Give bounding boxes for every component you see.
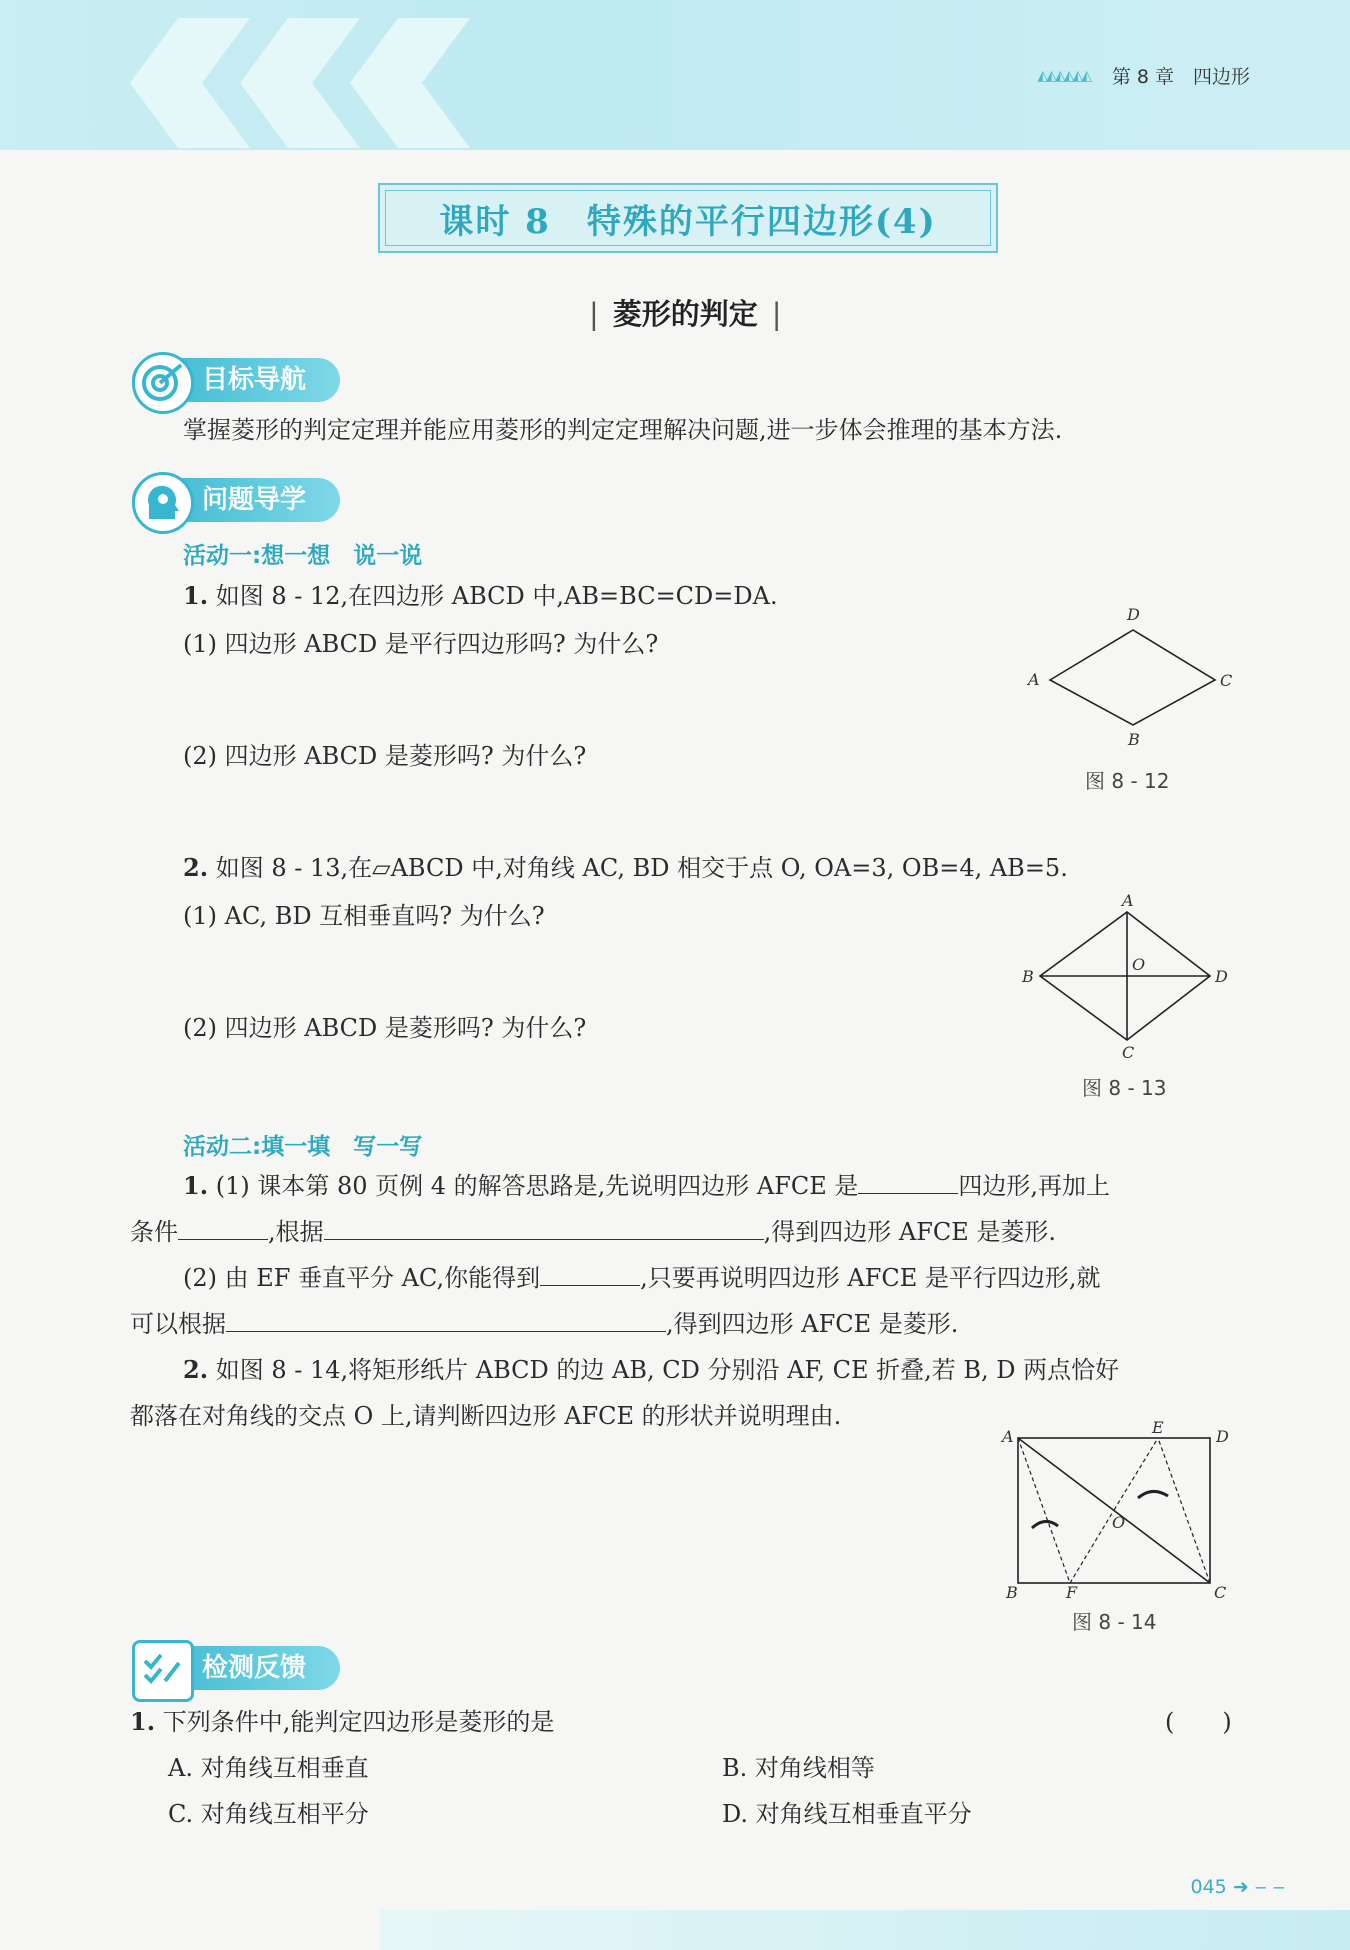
subtitle-text: 菱形的判定	[612, 297, 758, 331]
answer-blank[interactable]	[226, 1309, 666, 1332]
answer-paren[interactable]: ( )	[1165, 1708, 1232, 1736]
answer-blank[interactable]	[858, 1171, 958, 1194]
activity1-title: 活动一:想一想 说一说	[183, 543, 423, 569]
text-segment: 可以根据	[130, 1310, 226, 1338]
q-text: 如图 8 - 14,将矩形纸片 ABCD 的边 AB, CD 分别沿 AF, CE 折叠,若 B, D 两点恰好	[215, 1356, 1120, 1384]
goal-label: 目标导航	[202, 365, 307, 395]
a1-q1-sub1: (1) 四边形 ABCD 是平行四边形吗? 为什么?	[183, 630, 659, 658]
a1-q2-sub2: (2) 四边形 ABCD 是菱形吗? 为什么?	[183, 1014, 587, 1042]
chevron-decoration	[240, 18, 360, 148]
label-D: D	[1216, 1427, 1229, 1446]
target-icon	[132, 352, 194, 414]
label-B: B	[1006, 1583, 1018, 1600]
text-segment: ,只要再说明四边形 AFCE 是平行四边形,就	[640, 1264, 1101, 1292]
q-num: 1.	[130, 1707, 156, 1736]
label-C: C	[1220, 671, 1233, 690]
q-num: 1.	[183, 1171, 209, 1200]
goal-text: 掌握菱形的判定定理并能应用菱形的判定定理解决问题,进一步体会推理的基本方法.	[183, 416, 1063, 444]
answer-blank[interactable]	[178, 1217, 268, 1240]
label-O: O	[1112, 1513, 1126, 1532]
q-text: 如图 8 - 13,在▱ABCD 中,对角线 AC, BD 相交于点 O, OA=3, OB=4, AB=5.	[215, 854, 1068, 882]
fold-arrow-icon	[1032, 1521, 1058, 1528]
footer-band	[380, 1910, 1350, 1950]
label-A: A	[1002, 1427, 1014, 1446]
q-text: 如图 8 - 12,在四边形 ABCD 中,AB=BC=CD=DA.	[215, 582, 778, 610]
a1-q2-sub1: (1) AC, BD 互相垂直吗? 为什么?	[183, 902, 545, 930]
label-D: D	[1127, 605, 1140, 624]
guide-badge	[132, 478, 340, 522]
label-O: O	[1132, 955, 1146, 974]
label-C: C	[1122, 1043, 1135, 1062]
arrow-right-icon: ➜ ‒ ‒	[1232, 1876, 1285, 1898]
checklist-icon	[132, 1640, 194, 1702]
a2-q1-line4	[130, 1308, 958, 1340]
fold-line-af	[1018, 1438, 1070, 1583]
page-number	[1191, 1876, 1286, 1898]
chapter-label: 第 8 章 四边形	[1111, 66, 1250, 88]
feedback-q1	[130, 1706, 554, 1738]
page-number-text: 045	[1190, 1876, 1227, 1898]
text-segment: (1) 课本第 80 页例 4 的解答思路是,先说明四边形 AFCE 是	[215, 1172, 859, 1200]
figure-8-12	[1020, 600, 1240, 760]
check-label: 检测反馈	[202, 1653, 307, 1683]
a2-q2-line1	[183, 1354, 1119, 1386]
a1-q1-sub2: (2) 四边形 ABCD 是菱形吗? 为什么?	[183, 742, 587, 770]
option-b[interactable]: B. 对角线相等	[722, 1754, 875, 1782]
chevron-decoration	[130, 18, 250, 148]
chevron-decoration	[350, 18, 470, 148]
label-F: F	[1066, 1583, 1078, 1600]
text-segment: ,根据	[268, 1218, 324, 1246]
a2-q1-line1	[183, 1170, 1110, 1202]
figure-8-13	[1010, 890, 1250, 1070]
answer-blank[interactable]	[540, 1263, 640, 1286]
q-num: 2.	[183, 853, 209, 882]
q-text: 下列条件中,能判定四边形是菱形的是	[162, 1708, 555, 1736]
fold-line-fo	[1070, 1510, 1114, 1583]
label-C: C	[1214, 1583, 1227, 1600]
guide-label: 问题导学	[202, 485, 307, 515]
mountain-marks: ◭◭◭◭◭◭	[1037, 68, 1090, 84]
caption-8-14: 图 8 - 14	[1072, 1610, 1157, 1634]
label-E: E	[1152, 1420, 1164, 1437]
lesson-title: 课时 8 特殊的平行四边形(4)	[385, 190, 991, 246]
text-segment: 四边形,再加上	[958, 1172, 1111, 1200]
text-segment: ,得到四边形 AFCE 是菱形.	[763, 1218, 1057, 1246]
lesson-title-box	[378, 183, 998, 253]
a2-q1-line3	[183, 1262, 1101, 1294]
caption-8-13: 图 8 - 13	[1082, 1076, 1167, 1100]
goal-badge	[132, 358, 340, 402]
figure-8-14	[1000, 1420, 1250, 1600]
label-D: D	[1215, 967, 1228, 986]
activity2-title: 活动二:填一填 写一写	[183, 1134, 423, 1160]
label-A: A	[1122, 891, 1134, 910]
section-subtitle	[575, 292, 796, 333]
a2-q2-line2: 都落在对角线的交点 O 上,请判断四边形 AFCE 的形状并说明理由.	[130, 1402, 842, 1430]
a1-q2	[183, 852, 1068, 884]
text-segment: ,得到四边形 AFCE 是菱形.	[666, 1310, 959, 1338]
option-c[interactable]: C. 对角线互相平分	[168, 1800, 369, 1828]
a1-q1	[183, 580, 778, 612]
a2-q1-line2	[130, 1216, 1056, 1248]
label-A: A	[1028, 670, 1040, 689]
text-segment: 条件	[130, 1218, 178, 1246]
label-B: B	[1128, 730, 1140, 749]
fold-line-oe	[1114, 1438, 1158, 1510]
q-num: 2.	[183, 1355, 209, 1384]
check-badge	[132, 1646, 340, 1690]
q-num: 1.	[183, 581, 209, 610]
option-d[interactable]: D. 对角线互相垂直平分	[722, 1800, 972, 1828]
option-a[interactable]: A. 对角线互相垂直	[168, 1754, 369, 1782]
label-B: B	[1022, 967, 1034, 986]
fold-arrow-icon	[1138, 1491, 1168, 1498]
caption-8-12: 图 8 - 12	[1085, 769, 1170, 793]
head-gear-icon	[132, 472, 194, 534]
text-segment: (2) 由 EF 垂直平分 AC,你能得到	[183, 1264, 541, 1292]
fold-line-ce	[1158, 1438, 1210, 1583]
answer-blank[interactable]	[324, 1217, 764, 1240]
rhombus-shape	[1050, 630, 1215, 725]
